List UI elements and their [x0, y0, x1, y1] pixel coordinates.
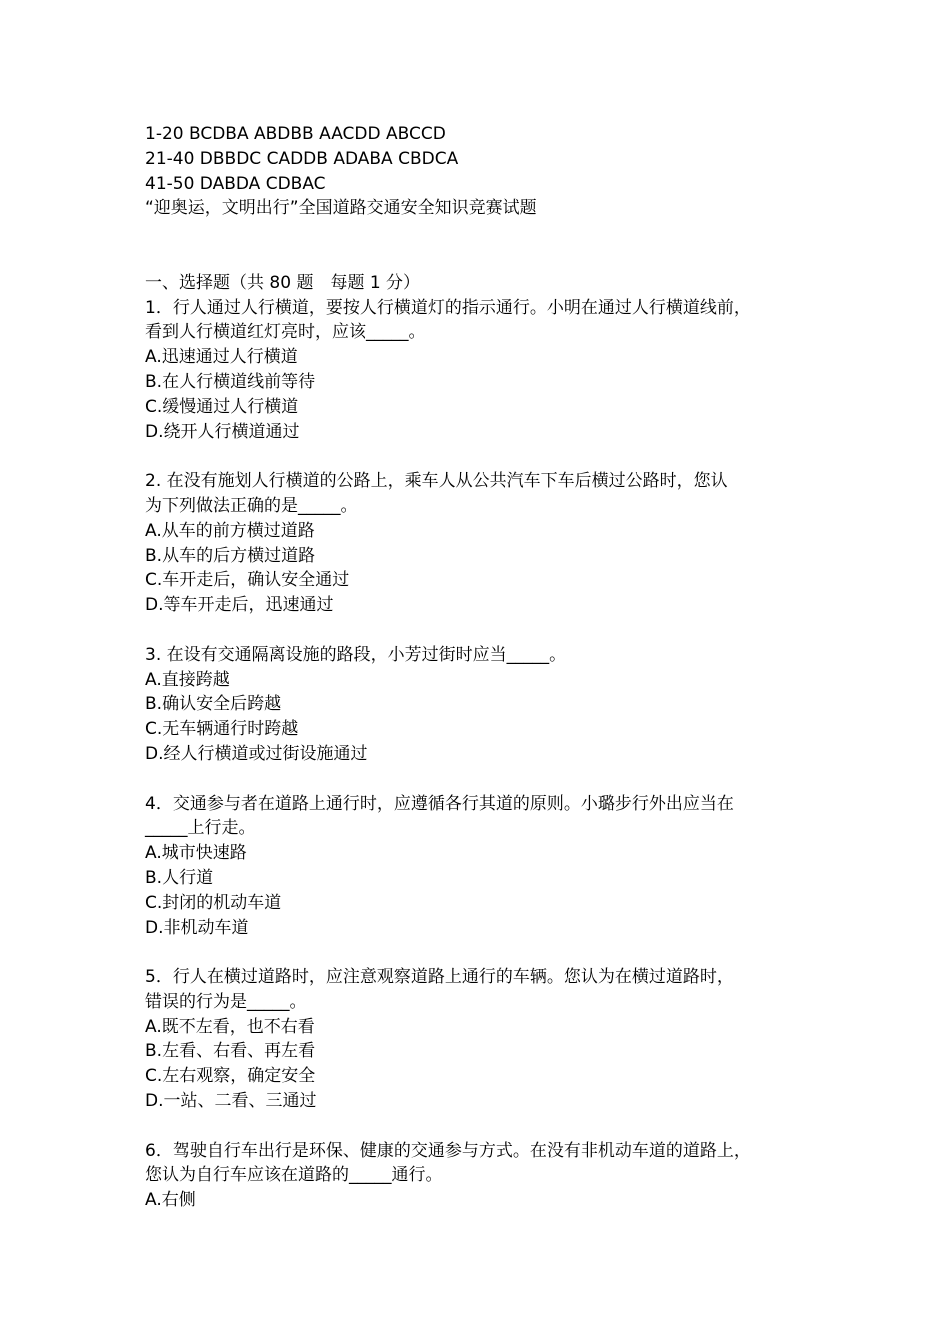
question-text: 您认为自行车应该在道路的_____通行。	[145, 1165, 443, 1186]
option-c: C.车开走后，确认安全通过	[145, 570, 350, 591]
answer-key-line: 41-50 DABDA CDBAC	[145, 173, 326, 194]
option-d: D.一站、二看、三通过	[145, 1091, 317, 1112]
spacer	[145, 767, 845, 792]
question-4	[145, 792, 845, 941]
question-6	[145, 1139, 845, 1213]
option-b: B.确认安全后跨越	[145, 694, 282, 715]
question-text: 5．行人在横过道路时，应注意观察道路上通行的车辆。您认为在横过道路时，	[145, 967, 734, 988]
spacer	[145, 940, 845, 965]
question-3	[145, 643, 845, 767]
option-c: C.无车辆通行时跨越	[145, 719, 299, 740]
option-d: D.非机动车道	[145, 917, 249, 938]
option-a: A.迅速通过人行横道	[145, 347, 298, 368]
option-a: A.右侧	[145, 1190, 196, 1211]
option-d: D.绕开人行横道通过	[145, 421, 300, 442]
spacer	[145, 221, 845, 271]
question-text: 4．交通参与者在道路上通行时，应遵循各行其道的原则。小璐步行外出应当在	[145, 793, 734, 814]
option-a: A.直接跨越	[145, 669, 230, 690]
option-b: B.从车的后方横过道路	[145, 545, 316, 566]
question-text: 错误的行为是_____。	[145, 991, 307, 1012]
document-body	[145, 122, 845, 1213]
question-text: 1．行人通过人行横道，要按人行横道灯的指示通行。小明在通过人行横道线前，	[145, 297, 751, 318]
option-b: B.左看、右看、再左看	[145, 1041, 316, 1062]
question-1	[145, 296, 845, 445]
question-text: 3. 在设有交通隔离设施的路段，小芳过街时应当_____。	[145, 644, 567, 665]
option-b: B.在人行横道线前等待	[145, 371, 316, 392]
question-text: 为下列做法正确的是_____。	[145, 495, 358, 516]
question-5	[145, 965, 845, 1114]
option-a: A.城市快速路	[145, 843, 247, 864]
spacer	[145, 1114, 845, 1139]
option-c: C.左右观察，确定安全	[145, 1066, 316, 1087]
spacer	[145, 444, 845, 469]
option-a: A.既不左看，也不右看	[145, 1016, 315, 1037]
answer-key-line: 21-40 DBBDC CADDB ADABA CBDCA	[145, 148, 459, 169]
answer-key-line: 1-20 BCDBA ABDBB AACDD ABCCD	[145, 124, 446, 144]
option-d: D.经人行横道或过街设施通过	[145, 743, 368, 764]
question-text: 看到人行横道红灯亮时，应该_____。	[145, 322, 426, 343]
option-c: C.缓慢通过人行横道	[145, 396, 299, 417]
question-text: 6．驾驶自行车出行是环保、健康的交通参与方式。在没有非机动车道的道路上，	[145, 1140, 751, 1161]
spacer	[145, 618, 845, 643]
question-2	[145, 469, 845, 618]
option-b: B.人行道	[145, 867, 214, 888]
option-c: C.封闭的机动车道	[145, 892, 282, 913]
document-title: “迎奥运，文明出行”全国道路交通安全知识竞赛试题	[145, 198, 537, 219]
question-text: _____上行走。	[145, 818, 256, 839]
option-d: D.等车开走后，迅速通过	[145, 595, 334, 616]
option-a: A.从车的前方横过道路	[145, 520, 315, 541]
question-text: 2. 在没有施划人行横道的公路上，乘车人从公共汽车下车后横过公路时，您认	[145, 471, 728, 492]
section-heading: 一、选择题（共 80 题 每题 1 分）	[145, 272, 421, 293]
